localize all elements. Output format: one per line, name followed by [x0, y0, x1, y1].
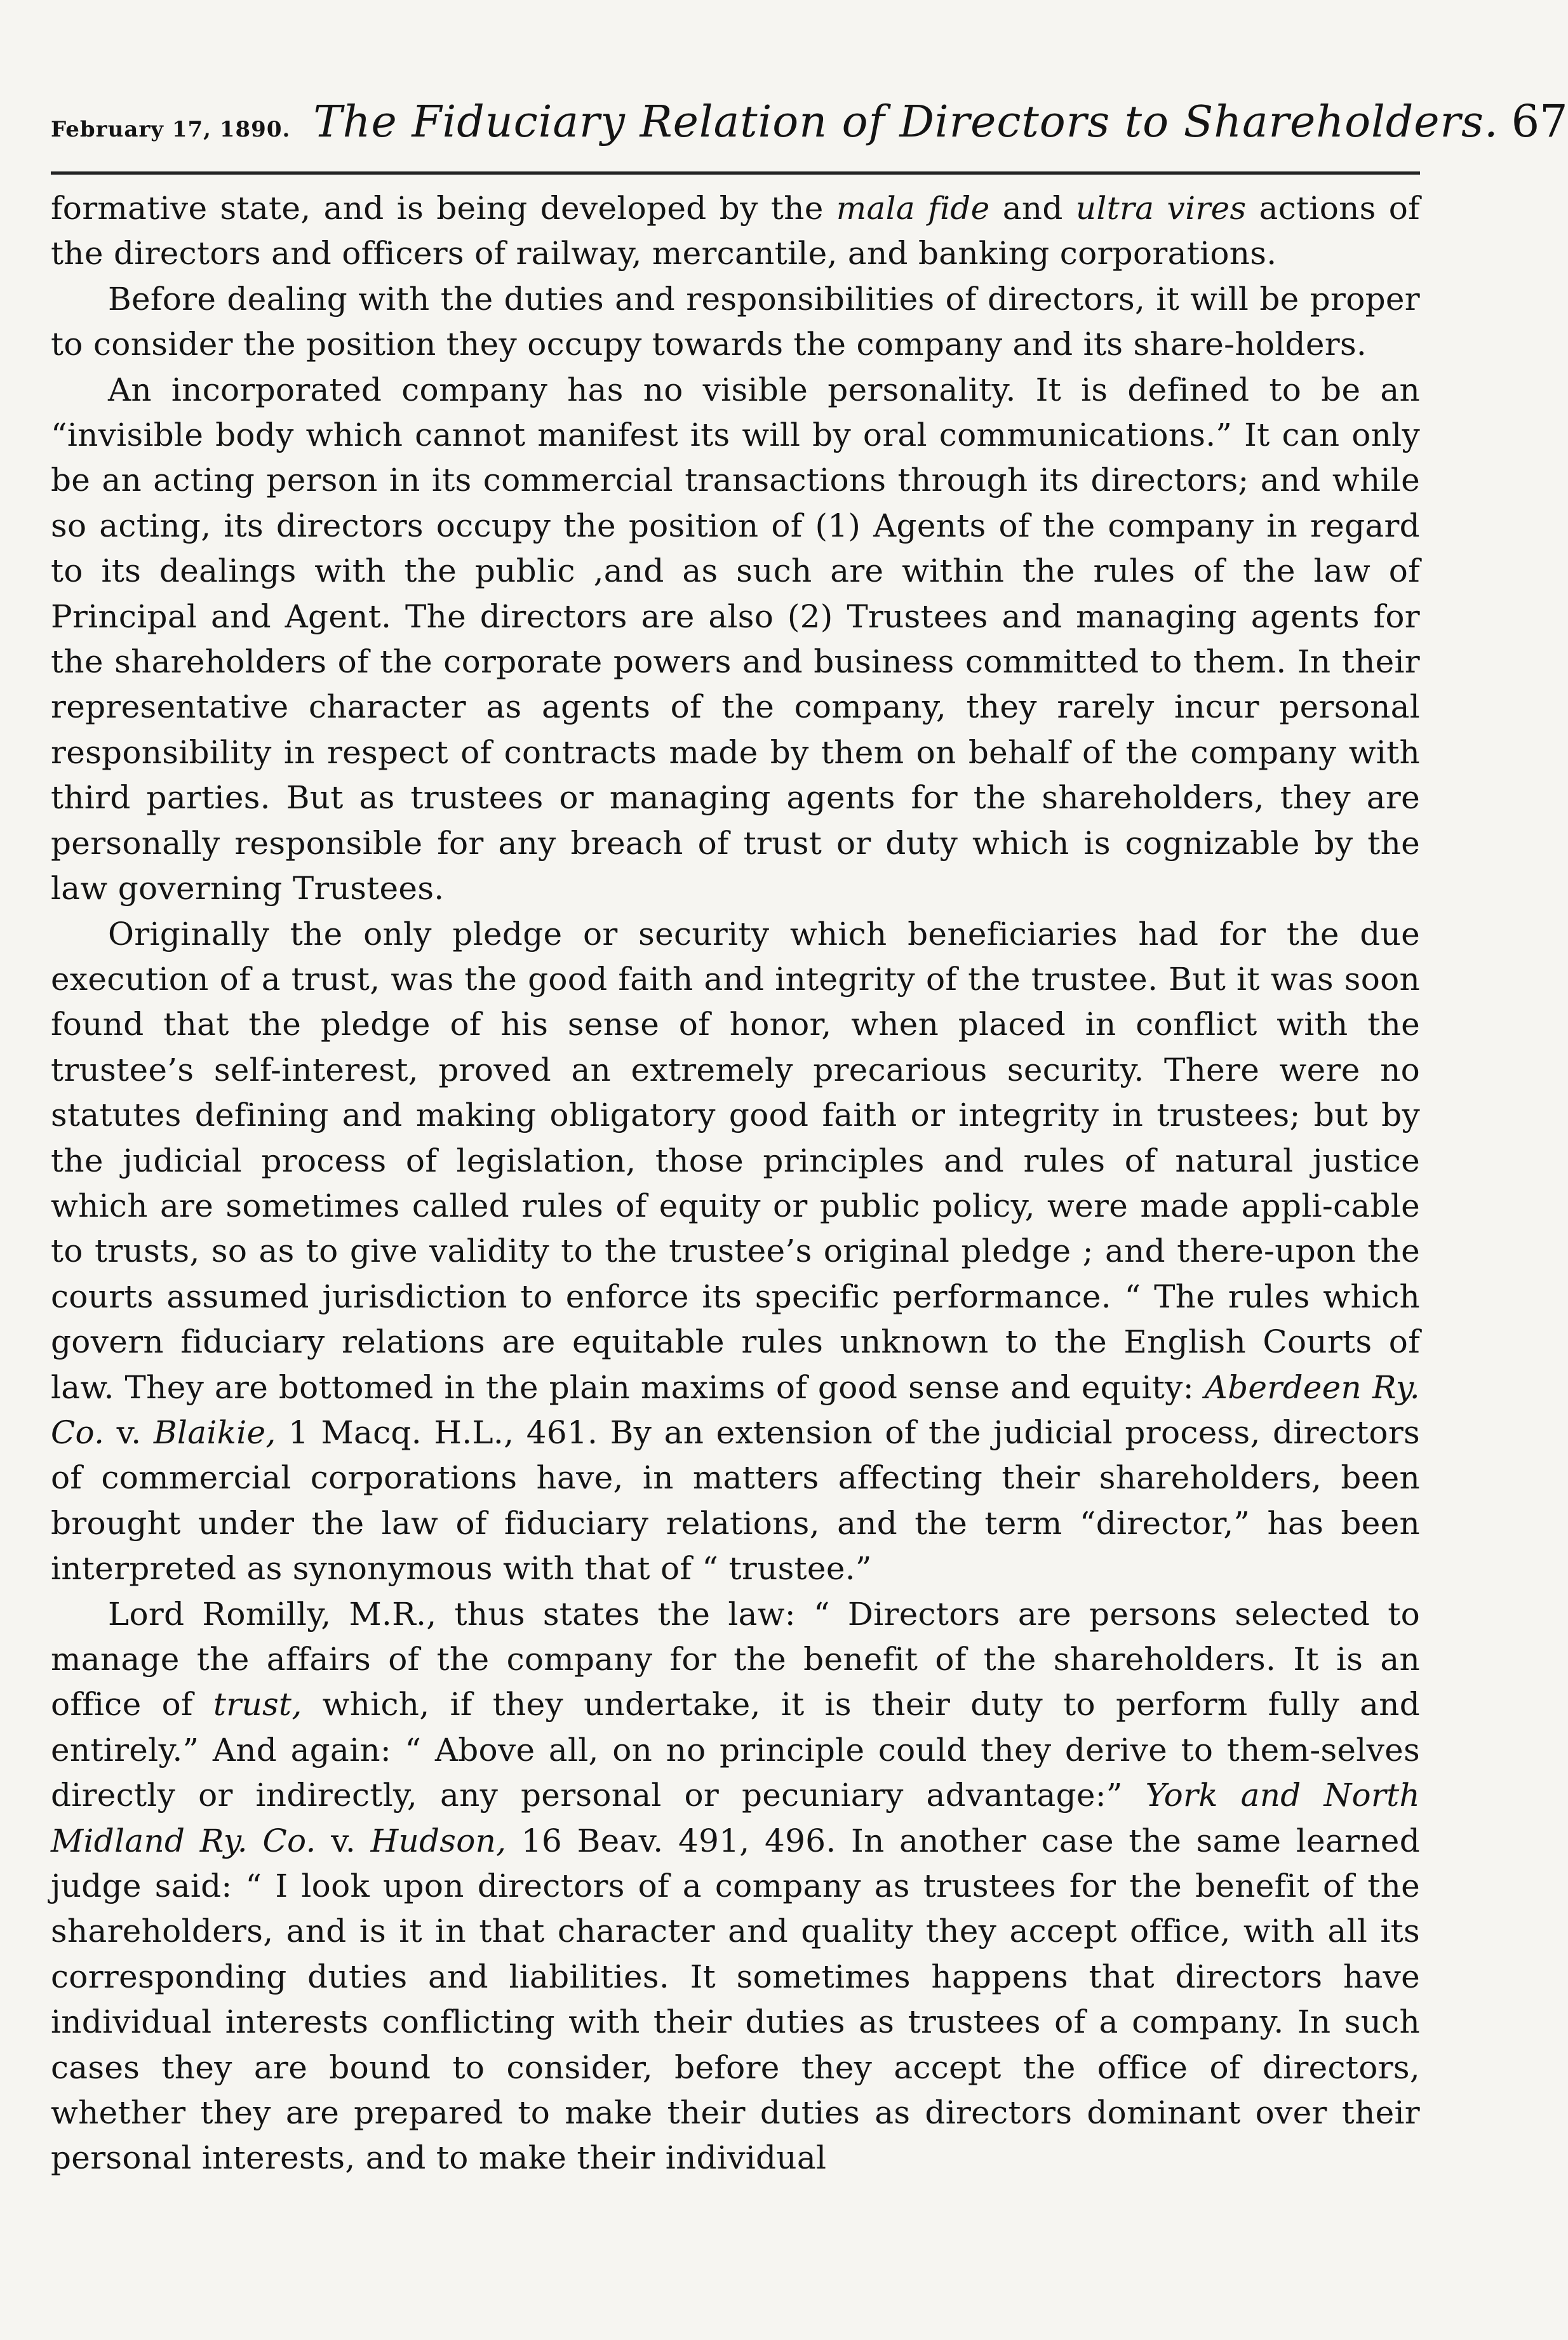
article-body — [51, 186, 1420, 2181]
paragraph-text: v. — [316, 1822, 371, 1859]
paragraph-p5 — [51, 1592, 1420, 2181]
article-title: The Fiduciary Relation of Directors to Shareholders. — [313, 97, 1499, 147]
paragraph-text: 1 Macq. H.L., 461. By an extension of the judicial process, directors of commercial corporations have, in matters affecting their shareholders, been brought under the law of fiduciary relations, and the term “director,” has been interpreted as synonymous with that of “ trustee.” — [51, 1414, 1420, 1588]
italic-text: Hudson, — [370, 1822, 507, 1859]
page-number: 67 — [1511, 95, 1568, 147]
italic-text: trust, — [213, 1686, 302, 1723]
paragraph-text: v. — [104, 1414, 154, 1451]
paragraph-p2 — [51, 277, 1420, 368]
paragraph-text: formative state, and is being developed by the — [51, 190, 836, 227]
italic-text: ultra vires — [1075, 190, 1247, 227]
italic-text: mala fide — [836, 190, 990, 227]
paragraph-text: which, if they undertake, it is their duty to perform fully and entirely.” And again: “ Above all, on no principle could they derive to them-selves directly or indirectly, any personal or pecuniary advantage:” — [51, 1686, 1421, 1814]
paragraph-text: An incorporated company has no visible personality. It is defined to be an “invisible body which cannot manifest its will by oral communications.” It can only be an acting person in its commercial transactions through its directors; and while so acting, its directors occupy the position of (1) Agents of the company in regard to its dealings with the public ,and as such are within the rules of the law of Principal and Agent. The directors are also (2) Trustees and managing agents for the shareholders of the corporate powers and business committed to them. In their representative character as agents of the company, they rarely incur personal responsibility in respect of contracts made by them on behalf of the company with third parties. But as trustees or managing agents for the shareholders, they are personally responsible for any breach of trust or duty which is cognizable by the law governing Trustees. — [51, 371, 1420, 907]
issue-date: February 17, 1890. — [51, 117, 291, 142]
italic-text: Blaikie, — [153, 1414, 276, 1451]
paragraph-text: 16 Beav. 491, 496. In another case the same learned judge said: “ I look upon directors of a company as trustees for the benefit of the shareholders, and is it in that character and quality they accept office, with all its corresponding duties and liabilities. It sometimes happens that directors have individual interests conflicting with their duties as trustees of a company. In such cases they are bound to consider, before they accept the office of directors, whether they are prepared to make their duties as directors dominant over their personal interests, and to make their individual — [51, 1822, 1421, 2177]
paragraph-p4 — [51, 912, 1420, 1592]
paragraph-text: Lord Romilly, M.R., thus states the law: “ Directors are persons selected to manage the affairs of the company for the benefit of the shareholders. It is an office of — [51, 1595, 1420, 1723]
paragraph-text: Before dealing with the duties and responsibilities of directors, it will be proper to consider the position they occupy towards the company and its share-holders. — [51, 280, 1420, 363]
italic-text: York and North Midland Ry. Co. — [51, 1777, 1420, 1859]
paragraph-p1 — [51, 186, 1420, 277]
paragraph-text: Originally the only pledge or security which beneficiaries had for the due execution of a trust, was the good faith and integrity of the trustee. But it was soon found that the pledge of his sense of honor, when placed in conflict with the trustee’s self-interest, proved an extremely precarious security. There were no statutes defining and making obligatory good faith or integrity in trustees; but by the judicial process of legislation, those principles and rules of natural justice which are sometimes called rules of equity or public policy, were made appli-cable to trusts, so as to give validity to the trustee’s original pledge ; and there-upon the courts assumed jurisdiction to enforce its specific performance. “ The rules which govern fiduciary relations are equitable rules unknown to the English Courts of law. They are bottomed in the plain maxims of good sense and equity: — [51, 915, 1420, 1406]
paragraph-text: actions of the directors and officers of railway, mercantile, and banking corporations. — [51, 190, 1420, 272]
paragraph-p3 — [51, 368, 1420, 912]
paragraph-text: and — [989, 190, 1076, 227]
running-head — [51, 95, 1568, 175]
italic-text: Aberdeen Ry. Co. — [51, 1368, 1420, 1451]
